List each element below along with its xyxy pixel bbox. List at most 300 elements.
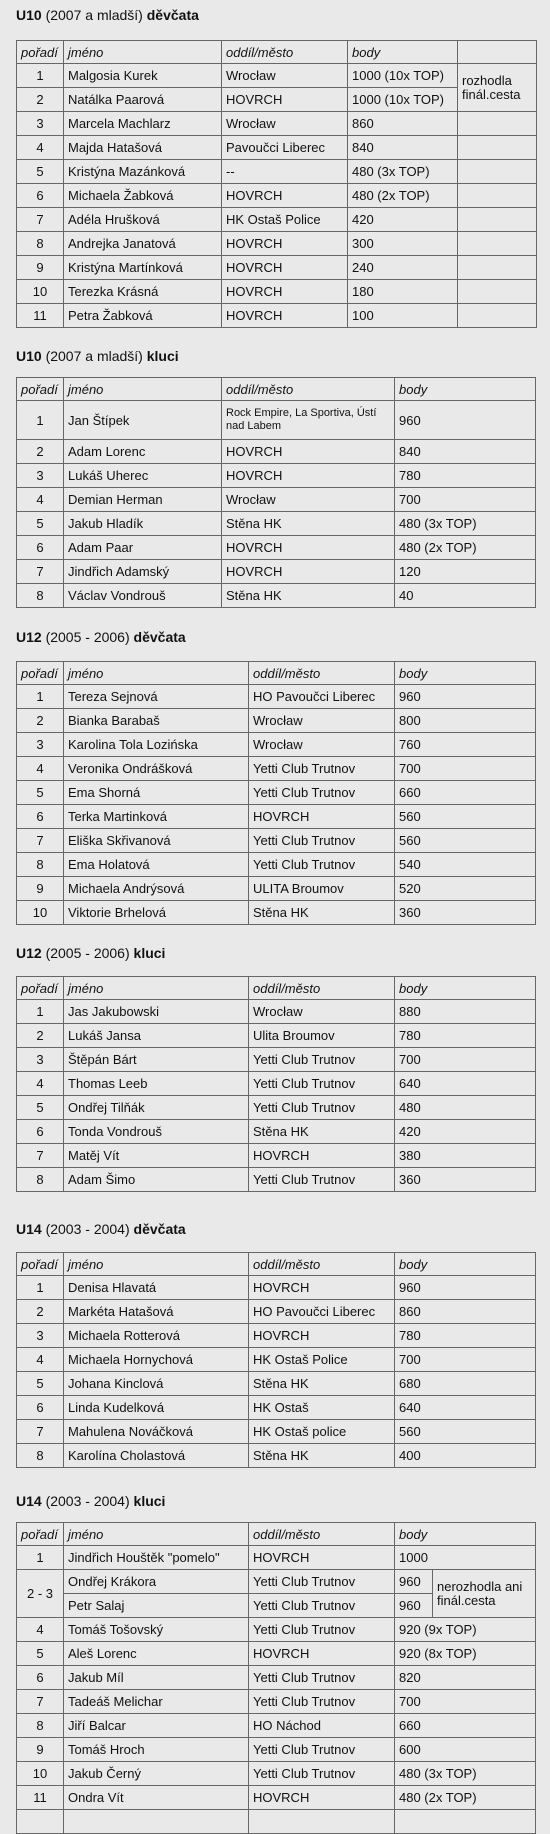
cell-club: Yetti Club Trutnov [249,1762,395,1786]
cell-club: Yetti Club Trutnov [249,829,395,853]
cell-name: Lukáš Uherec [64,464,222,488]
cell-name: Petr Salaj [64,1594,249,1618]
results-table [16,1522,536,1834]
table-header-row [17,41,537,64]
cell-points: 380 [395,1144,536,1168]
cell-name: Tereza Sejnová [64,685,249,709]
heading-group: kluci [133,945,166,961]
heading-years: (2003 - 2004) [41,1221,134,1237]
cell-club: HOVRCH [222,304,348,328]
heading-years: (2007 a mladší) [41,7,147,23]
cell-points: 960 [395,685,536,709]
cell-points: 700 [395,488,536,512]
cell-points: 240 [348,256,458,280]
cell-name: Demian Herman [64,488,222,512]
cell-name: Kristýna Martínková [64,256,222,280]
cell-points: 400 [395,1444,536,1468]
results-table [16,40,537,328]
col-header-note [458,41,537,64]
table-row [17,112,537,136]
cell-club: Yetti Club Trutnov [249,1594,395,1618]
cell-rank: 3 [17,733,64,757]
cell-points: 120 [395,560,536,584]
cell-club: Wrocław [222,64,348,88]
cell-points: 680 [395,1372,536,1396]
col-header-rank: pořadí [17,378,64,401]
cell-rank: 7 [17,1420,64,1444]
cell-club: HOVRCH [222,232,348,256]
col-header-club: oddíl/město [249,1523,395,1546]
cell-name: Adam Paar [64,536,222,560]
cell-club: -- [222,160,348,184]
table-row [17,304,537,328]
table-row [17,1738,536,1762]
table-row [17,1024,536,1048]
cell-rank: 9 [17,1738,64,1762]
cell-club: HOVRCH [222,464,395,488]
cell-points: 840 [348,136,458,160]
cell-points: 480 (3x TOP) [348,160,458,184]
cell-name: Jindřich Houštěk "pomelo" [64,1546,249,1570]
cell-club: Yetti Club Trutnov [249,1738,395,1762]
table-row [17,853,536,877]
cell-rank: 10 [17,280,64,304]
cell-points: 800 [395,709,536,733]
blank-cell [458,184,537,208]
heading-group: děvčata [146,7,199,23]
cell-points: 840 [395,440,536,464]
cell-club: Yetti Club Trutnov [249,757,395,781]
heading-years: (2005 - 2006) [41,629,134,645]
cell-name: Johana Kinclová [64,1372,249,1396]
cell-points: 760 [395,733,536,757]
table-row [17,1444,536,1468]
cell-rank: 1 [17,401,64,440]
cell-name: Ema Shorná [64,781,249,805]
cell-points: 180 [348,280,458,304]
cell-name: Jiří Balcar [64,1714,249,1738]
cell-club: HOVRCH [222,536,395,560]
cell-club: Rock Empire, La Sportiva, Ústí nad Labem [222,401,395,440]
cell-club: HOVRCH [222,184,348,208]
blank-cell [458,232,537,256]
table-header-row [17,662,536,685]
table-row [17,184,537,208]
table-row [17,1546,536,1570]
cell-rank: 1 [17,1000,64,1024]
cell-points: 560 [395,1420,536,1444]
cell-points: 520 [395,877,536,901]
cell-name: Aleš Lorenc [64,1642,249,1666]
cell-name: Matěj Vít [64,1144,249,1168]
table-row [17,1396,536,1420]
cell-rank: 4 [17,1072,64,1096]
heading-category: U10 [16,348,42,364]
table-row [17,685,536,709]
cell-name: Veronika Ondrášková [64,757,249,781]
col-header-name: jméno [64,1253,249,1276]
table-row [17,781,536,805]
section-heading [16,6,199,24]
cell-name: Michaela Rotterová [64,1324,249,1348]
cell-rank: 7 [17,208,64,232]
table-row [17,1642,536,1666]
cell-club: Stěna HK [249,1372,395,1396]
cell-rank: 8 [17,1714,64,1738]
cell-rank: 4 [17,136,64,160]
cell-points: 960 [395,1594,433,1618]
cell-name: Adam Lorenc [64,440,222,464]
cell-name: Ondřej Krákora [64,1570,249,1594]
col-header-club: oddíl/město [249,977,395,1000]
col-header-name: jméno [64,977,249,1000]
results-table [16,1252,536,1468]
cell-points: 420 [348,208,458,232]
cell-points: 420 [395,1120,536,1144]
cell-club: Stěna HK [249,901,395,925]
cell-name: Jakub Míl [64,1666,249,1690]
table-row [17,512,536,536]
cell-points: 860 [395,1300,536,1324]
table-row [17,232,537,256]
cell-points: 480 (3x TOP) [395,1762,536,1786]
table-row [17,757,536,781]
col-header-rank: pořadí [17,662,64,685]
col-header-points: body [395,1523,536,1546]
table-row [17,208,537,232]
cell-club: Yetti Club Trutnov [249,1666,395,1690]
cell-points: 1000 (10x TOP) [348,88,458,112]
cell-name: Štěpán Bárt [64,1048,249,1072]
cell-club: Stěna HK [222,584,395,608]
cell-name: Malgosia Kurek [64,64,222,88]
cell-club: HOVRCH [249,1144,395,1168]
cell-club: HOVRCH [222,280,348,304]
table-row [17,1144,536,1168]
cell-club: HOVRCH [249,1276,395,1300]
cell-rank: 9 [17,256,64,280]
cell-club: HOVRCH [222,88,348,112]
cell-points: 100 [348,304,458,328]
table-header-row [17,1523,536,1546]
cell-name: Markéta Hatašová [64,1300,249,1324]
cell-club: HOVRCH [249,1324,395,1348]
blank-cell [458,208,537,232]
heading-group: děvčata [133,629,186,645]
col-header-rank: pořadí [17,1253,64,1276]
cell-name: Tonda Vondrouš [64,1120,249,1144]
cell-points: 480 (3x TOP) [395,512,536,536]
table-row [17,1714,536,1738]
table-header-row [17,1253,536,1276]
blank-cell [458,304,537,328]
cell-rank: 5 [17,781,64,805]
col-header-rank: pořadí [17,1523,64,1546]
table-row [17,709,536,733]
cell-name: Adéla Hrušková [64,208,222,232]
cell-name: Ondra Vít [64,1786,249,1810]
results-table [16,661,536,925]
cell-name: Ema Holatová [64,853,249,877]
col-header-club: oddíl/město [249,662,395,685]
cell-name: Karolina Tola Lozińska [64,733,249,757]
cell-club: HK Ostaš police [249,1420,395,1444]
cell-points: 960 [395,401,536,440]
col-header-rank: pořadí [17,977,64,1000]
cell-club: HOVRCH [249,1786,395,1810]
cell-rank: 2 [17,1300,64,1324]
cell-points: 1000 [395,1546,536,1570]
cell-club: Yetti Club Trutnov [249,781,395,805]
heading-years: (2007 a mladší) [41,348,147,364]
col-header-points: body [395,378,536,401]
cell-points: 360 [395,1168,536,1192]
col-header-points: body [395,977,536,1000]
cell-rank: 6 [17,1120,64,1144]
col-header-name: jméno [64,1523,249,1546]
cell-name: Michaela Žabková [64,184,222,208]
section-heading [16,1220,186,1238]
table-row [17,1762,536,1786]
table-row [17,1048,536,1072]
table-row [17,1000,536,1024]
blank-cell [458,112,537,136]
section-heading [16,628,186,646]
heading-group: děvčata [133,1221,186,1237]
table-row [17,805,536,829]
heading-category: U12 [16,945,42,961]
cell-points: 860 [348,112,458,136]
cell-points: 700 [395,1690,536,1714]
cell-rank: 5 [17,1372,64,1396]
table-row [17,160,537,184]
cell-rank: 2 [17,1024,64,1048]
cell-points: 360 [395,901,536,925]
blank-cell [458,160,537,184]
cell-name: Bianka Barabaš [64,709,249,733]
cell-club: Ulita Broumov [249,1024,395,1048]
cell-points: 660 [395,781,536,805]
cell-name: Terka Martinková [64,805,249,829]
cell-rank: 3 [17,464,64,488]
cell-points: 920 (8x TOP) [395,1642,536,1666]
cell-rank: 4 [17,757,64,781]
cell-points: 300 [348,232,458,256]
col-header-points: body [395,662,536,685]
cell-name: Jan Štípek [64,401,222,440]
cell-club: Yetti Club Trutnov [249,1072,395,1096]
cell-name: Karolína Cholastová [64,1444,249,1468]
cell-club: HK Ostaš [249,1396,395,1420]
col-header-name: jméno [64,378,222,401]
col-header-points: body [395,1253,536,1276]
cell-points: 700 [395,1348,536,1372]
cell-rank: 5 [17,512,64,536]
cell-name: Jindřich Adamský [64,560,222,584]
cell-club: Yetti Club Trutnov [249,1096,395,1120]
cell-rank: 3 [17,112,64,136]
cell-rank: 3 [17,1048,64,1072]
table-row [17,1276,536,1300]
heading-category: U12 [16,629,42,645]
cell-club: HK Ostaš Police [249,1348,395,1372]
cell-rank: 2 [17,88,64,112]
section-heading [16,347,179,365]
cell-points: 780 [395,1024,536,1048]
table-row [17,1786,536,1810]
col-header-club: oddíl/město [222,41,348,64]
section-heading [16,1492,165,1510]
cell-rank: 3 [17,1324,64,1348]
cell-club: Yetti Club Trutnov [249,1168,395,1192]
table-row [17,1372,536,1396]
cell-club: HOVRCH [222,560,395,584]
cell-name: Kristýna Mazánková [64,160,222,184]
cell-club: HO Pavoučci Liberec [249,1300,395,1324]
heading-category: U14 [16,1493,42,1509]
col-header-points: body [348,41,458,64]
table-row [17,733,536,757]
cell-rank: 8 [17,1168,64,1192]
cell-points: 480 (2x TOP) [395,536,536,560]
col-header-club: oddíl/město [222,378,395,401]
cell-name: Tomáš Tošovský [64,1618,249,1642]
cell-points: 540 [395,853,536,877]
cell-points: 960 [395,1570,433,1594]
cell-rank: 6 [17,184,64,208]
cell-points: 40 [395,584,536,608]
cell-rank: 5 [17,1642,64,1666]
cell-points: 780 [395,1324,536,1348]
tie-note: rozhodla finál.cesta [458,64,537,112]
cell-points: 820 [395,1666,536,1690]
col-header-rank: pořadí [17,41,64,64]
table-row [17,1666,536,1690]
cell-rank: 2 - 3 [17,1570,64,1618]
heading-category: U10 [16,7,42,23]
cell-club: HOVRCH [222,440,395,464]
table-row [17,488,536,512]
cell-rank: 4 [17,1348,64,1372]
cell-rank: 2 [17,709,64,733]
cell-club: Yetti Club Trutnov [249,853,395,877]
cell-name: Adam Šimo [64,1168,249,1192]
section-heading [16,944,165,962]
cell-name: Michaela Hornychová [64,1348,249,1372]
cell-points: 480 [395,1096,536,1120]
cell-name: Václav Vondrouš [64,584,222,608]
cell-rank: 8 [17,232,64,256]
cell-name: Natálka Paarová [64,88,222,112]
cell-rank: 11 [17,304,64,328]
cell-name: Eliška Skřivanová [64,829,249,853]
cell-points: 920 (9x TOP) [395,1618,536,1642]
cell-club: Wrocław [222,488,395,512]
cell-name: Jakub Černý [64,1762,249,1786]
table-row [17,560,536,584]
table-header-row [17,977,536,1000]
cell-name: Tadeáš Melichar [64,1690,249,1714]
cell-name: Majda Hatašová [64,136,222,160]
table-row [17,1420,536,1444]
cell-rank: 1 [17,64,64,88]
cell-club: HOVRCH [249,1642,395,1666]
table-row [17,901,536,925]
table-header-row [17,378,536,401]
cell-points: 700 [395,757,536,781]
cell-club: HO Pavoučci Liberec [249,685,395,709]
cell-rank: 9 [17,877,64,901]
cell-rank: 10 [17,901,64,925]
col-header-name: jméno [64,41,222,64]
table-row [17,401,536,440]
cell-rank: 8 [17,853,64,877]
table-row [17,1096,536,1120]
tie-note: nerozhodla ani finál.cesta [433,1570,536,1618]
cell-club: Wrocław [249,709,395,733]
cell-rank: 10 [17,1762,64,1786]
cell-name: Viktorie Brhelová [64,901,249,925]
cell-rank: 5 [17,160,64,184]
cell-rank: 2 [17,440,64,464]
table-row [17,1324,536,1348]
table-row [17,829,536,853]
cell-rank: 4 [17,488,64,512]
cell-club: ULITA Broumov [249,877,395,901]
table-row [17,1690,536,1714]
cell-rank: 6 [17,536,64,560]
cell-name: Michaela Andrýsová [64,877,249,901]
blank-cell [458,256,537,280]
cell-rank: 1 [17,1276,64,1300]
table-row [17,1168,536,1192]
cell-points: 640 [395,1396,536,1420]
cell-name: Denisa Hlavatá [64,1276,249,1300]
cell-club: HO Náchod [249,1714,395,1738]
cell-club: Pavoučci Liberec [222,136,348,160]
cell-rank: 7 [17,1690,64,1714]
col-header-name: jméno [64,662,249,685]
cell-points: 560 [395,829,536,853]
heading-years: (2003 - 2004) [41,1493,134,1509]
heading-category: U14 [16,1221,42,1237]
cell-name: Marcela Machlarz [64,112,222,136]
cell-name: Linda Kudelková [64,1396,249,1420]
cell-rank: 11 [17,1786,64,1810]
table-row [17,1348,536,1372]
cell-name: Jas Jakubowski [64,1000,249,1024]
cell-points: 1000 (10x TOP) [348,64,458,88]
cell-club: HK Ostaš Police [222,208,348,232]
cell-points: 700 [395,1048,536,1072]
cell-club: Stěna HK [222,512,395,536]
col-header-club: oddíl/město [249,1253,395,1276]
cell-rank: 1 [17,1546,64,1570]
results-table [16,976,536,1192]
cell-club: Yetti Club Trutnov [249,1618,395,1642]
cell-club: HOVRCH [249,805,395,829]
cell-points: 560 [395,805,536,829]
heading-years: (2005 - 2006) [41,945,134,961]
cell-points: 780 [395,464,536,488]
cell-club: Wrocław [222,112,348,136]
cell-name: Jakub Hladík [64,512,222,536]
table-row [17,280,537,304]
cell-rank: 7 [17,1144,64,1168]
cell-club: Yetti Club Trutnov [249,1690,395,1714]
cell-points: 960 [395,1276,536,1300]
cell-points: 480 (2x TOP) [348,184,458,208]
